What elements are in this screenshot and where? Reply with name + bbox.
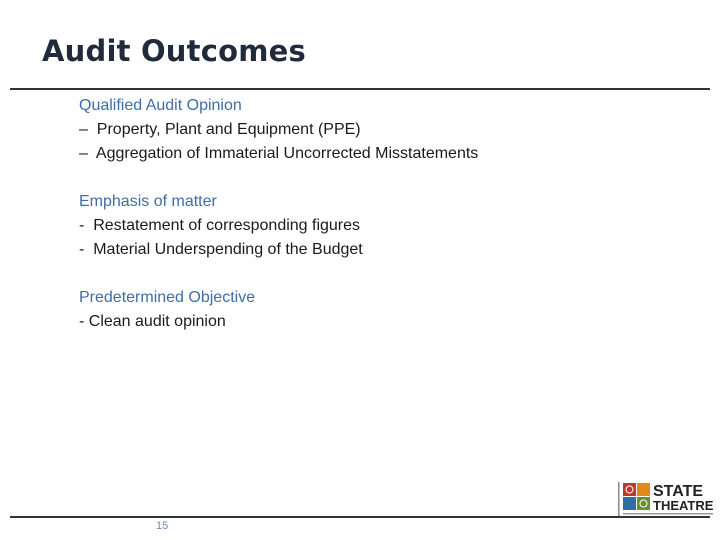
logo-line2: THEATRE [653, 498, 714, 513]
section-heading: Predetermined Objective [79, 289, 256, 306]
logo-tile [623, 497, 636, 510]
list-item: - Material Underspending of the Budget [79, 241, 363, 258]
section-emphasis-of-matter [79, 190, 679, 262]
logo-tile [637, 497, 650, 510]
logo-tile [623, 483, 636, 496]
section-heading: Qualified Audit Opinion [79, 97, 242, 114]
logo-tagline [623, 513, 713, 515]
list-item: - Restatement of corresponding figures [79, 217, 361, 234]
page-number: 15 [156, 520, 169, 532]
section-predetermined-objective [79, 286, 679, 334]
logo-line1: STATE [653, 483, 704, 500]
state-theatre-logo [618, 480, 714, 520]
list-item: – Property, Plant and Equipment (PPE) [79, 121, 361, 138]
list-item: – Aggregation of Immaterial Uncorrected Misstatements [79, 145, 479, 162]
logo-vertical-text-strip [618, 482, 620, 518]
section-qualified-opinion [79, 94, 679, 166]
bottom-divider [10, 516, 710, 518]
slide-content [79, 94, 679, 358]
section-heading: Emphasis of matter [79, 193, 217, 210]
list-item: - Clean audit opinion [79, 313, 226, 330]
logo-tile [637, 483, 650, 496]
top-divider [10, 88, 710, 90]
slide-title: Audit Outcomes [42, 34, 306, 68]
